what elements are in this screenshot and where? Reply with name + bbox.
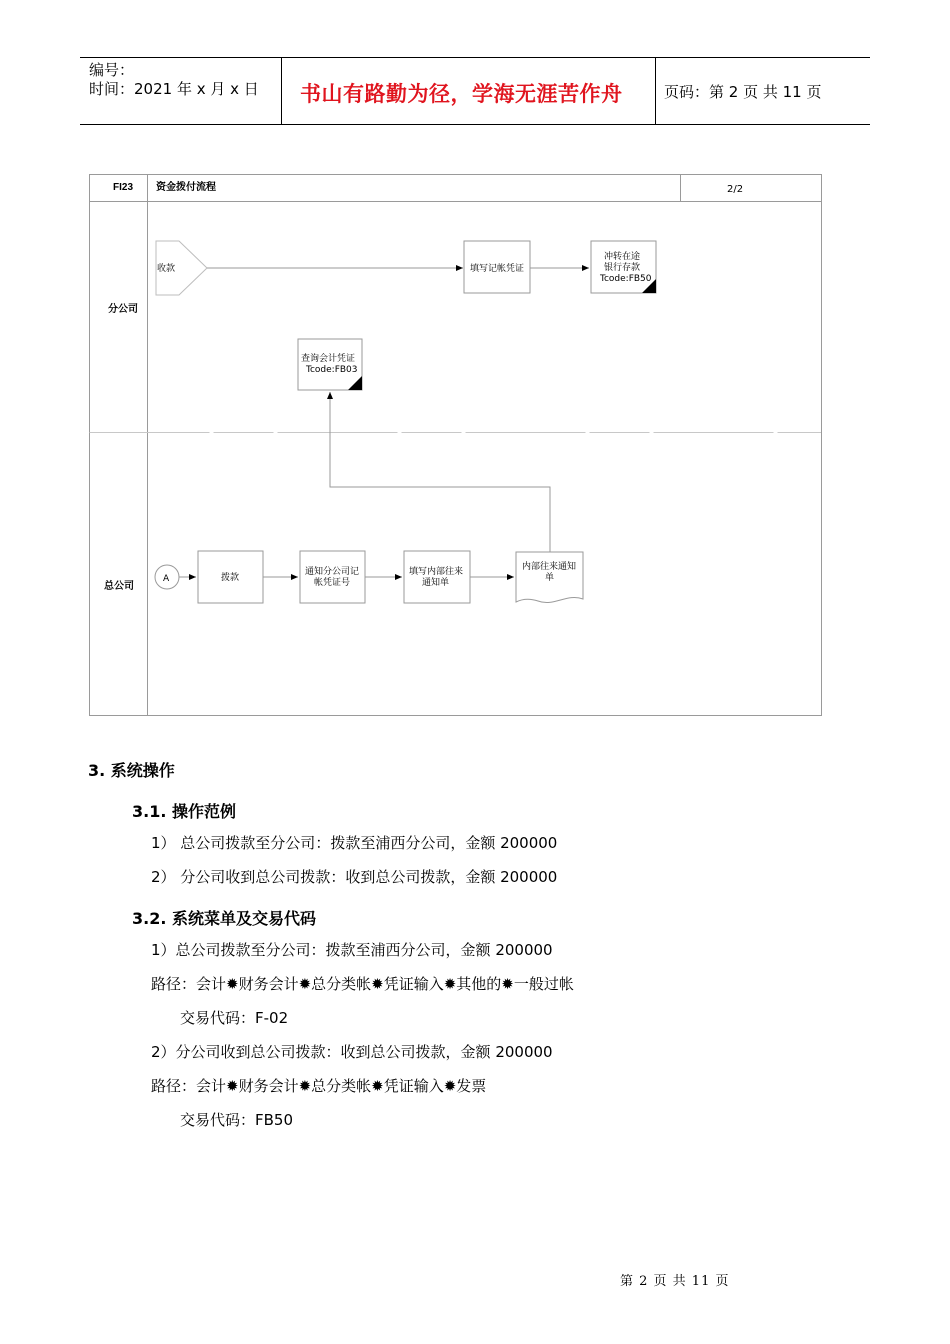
header-divider bbox=[281, 57, 282, 125]
document-line2: 单 bbox=[545, 573, 555, 583]
flowchart-frame bbox=[90, 175, 822, 716]
header-divider bbox=[655, 57, 656, 125]
connector-a-label: A bbox=[163, 574, 170, 584]
section-3-2-heading: 3.2. 系统菜单及交易代码 bbox=[132, 909, 316, 928]
header-bottom-rule bbox=[80, 124, 870, 125]
header-page-label: 页码：第 2 页 共 11 页 bbox=[664, 83, 822, 101]
notify-step-line2: 帐凭证号 bbox=[314, 578, 351, 588]
document-number-label: 编号： bbox=[89, 61, 135, 79]
offset-step-line2: 银行存款 bbox=[604, 263, 641, 273]
section-3-2-item-1: 1）总公司拨款至分公司：拨款至浦西分公司，金额 200000 bbox=[151, 941, 553, 959]
flowchart-page: 2/2 bbox=[727, 184, 744, 195]
section-3-1-item-1: 1） 总公司拨款至分公司：拨款至浦西分公司，金额 200000 bbox=[151, 834, 558, 852]
flowchart-code: FI23 bbox=[113, 182, 134, 193]
header-motto: 书山有路勤为径，学海无涯苦作舟 bbox=[300, 82, 623, 106]
section-3-2-item-2: 2）分公司收到总公司拨款：收到总公司拨款，金额 200000 bbox=[151, 1043, 553, 1061]
notify-step-line1: 通知分公司记 bbox=[305, 567, 360, 577]
document-date-label: 时间：2021 年 x 月 x 日 bbox=[89, 80, 259, 98]
section-3-2-code-1: 交易代码：F-02 bbox=[180, 1009, 289, 1027]
footer-page-number: 第 2 页 共 11 页 bbox=[620, 1274, 730, 1289]
section-3-1-heading: 3.1. 操作范例 bbox=[132, 802, 236, 821]
section-3-heading: 3. 系统操作 bbox=[88, 761, 175, 780]
section-3-2-path-2: 路径：会计✹财务会计✹总分类帐✹凭证输入✹发票 bbox=[151, 1077, 487, 1095]
flow-arrow bbox=[330, 392, 550, 552]
notify-branch-step bbox=[300, 551, 365, 603]
header-top-rule bbox=[80, 57, 870, 58]
fill-notice-line1: 填写内部往来 bbox=[409, 567, 464, 577]
flowchart-title: 资金拨付流程 bbox=[156, 182, 216, 193]
document-line1: 内部往来通知 bbox=[522, 562, 577, 572]
offset-step-line1: 冲转在途 bbox=[604, 252, 641, 262]
fill-voucher-label: 填写记帐凭证 bbox=[470, 264, 525, 274]
query-step-line1: 查询会计凭证 bbox=[301, 354, 356, 364]
lane-label-branch: 分公司 bbox=[108, 304, 138, 315]
offset-step-line3: Tcode:FB50 bbox=[600, 274, 652, 284]
receive-step-label: 收款 bbox=[157, 264, 176, 274]
fill-notice-line2: 通知单 bbox=[422, 578, 450, 588]
section-3-1-item-2: 2） 分公司收到总公司拨款：收到总公司拨款，金额 200000 bbox=[151, 868, 558, 886]
section-3-2-code-2: 交易代码：FB50 bbox=[180, 1111, 294, 1129]
query-step-line2: Tcode:FB03 bbox=[306, 365, 358, 375]
lane-label-head-office: 总公司 bbox=[104, 581, 134, 592]
section-3-2-path-1: 路径：会计✹财务会计✹总分类帐✹凭证输入✹其他的✹一般过帐 bbox=[151, 975, 574, 993]
fund-disbursement-flowchart bbox=[89, 173, 825, 718]
fill-notice-step bbox=[404, 551, 470, 603]
pay-step-label: 拨款 bbox=[221, 573, 240, 583]
